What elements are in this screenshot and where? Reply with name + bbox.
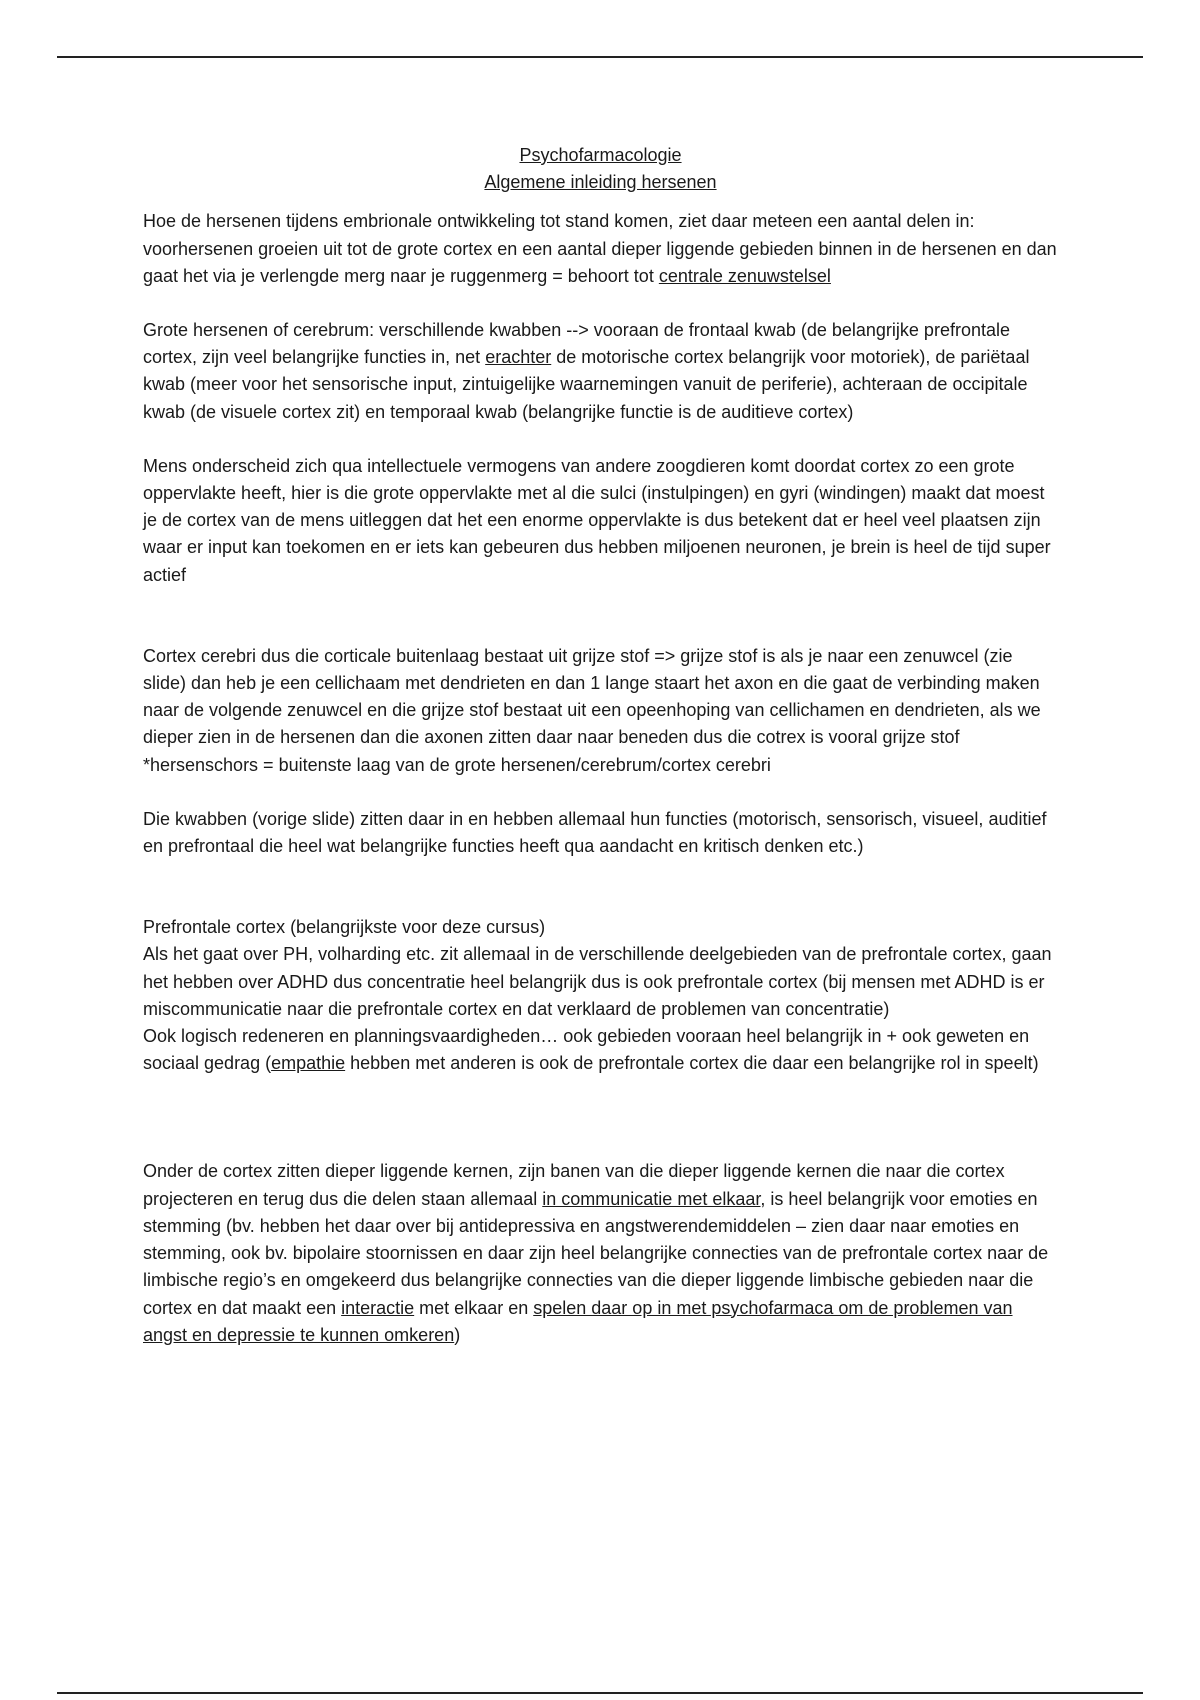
underlined-term: empathie — [271, 1053, 346, 1074]
footer-rule — [57, 1692, 1143, 1694]
paragraph-intellect — [143, 453, 1058, 589]
paragraph-prefrontal — [143, 914, 1058, 1077]
paragraph-text: is heel belangrijk voor emoties en stemming (bv. hebben het daar over bij antidepressiva en angstwerendemiddelen – zien daar naar emoties en stemming, ook bv. bipolaire stoornissen en daar zijn heel belangrijke connecties van de prefrontale cortex naar de limbische regio’s en omgekeerd dus belangrijke connecties van die dieper liggende limbische gebieden naar die cortex en dat maakt een — [143, 1188, 1049, 1318]
underlined-term: in communicatie met elkaar, — [542, 1188, 766, 1209]
footnote-text: *hersenschors = buitenste laag van de grote hersenen/cerebrum/cortex cerebri — [143, 754, 771, 775]
spacer — [143, 1104, 1058, 1158]
paragraph-text: Hoe de hersenen tijdens embrionale ontwikkeling tot stand komen, ziet daar meteen een aantal delen in: voorhersenen groeien uit tot de grote cortex en een aantal dieper liggende gebieden binnen in de hersenen en dan gaat het via je verlengde merg naar je ruggenmerg = behoort tot — [143, 211, 1057, 286]
underlined-term: centrale zenuwstelsel — [658, 265, 831, 286]
paragraph-text: Mens onderscheid zich qua intellectuele vermogens van andere zoogdieren komt doordat cortex zo een grote oppervlakte heeft, hier is die grote oppervlakte met al die sulci (instulpingen) en gyri (windingen) maakt dat moest je de cortex van de mens uitleggen dat het een enorme oppervlakte is dus betekent dat er heel veel plaatsen zijn waar er input kan toekomen en er iets kan gebeuren dus hebben miljoenen neuronen, je brein is heel de tijd super actief — [143, 455, 1051, 585]
paragraph-text: Onder de cortex zitten dieper liggende kernen, zijn banen van die dieper liggende kernen die naar die cortex projecteren en terug dus die delen staan allemaal — [143, 1161, 1005, 1209]
paragraph-text: Grote hersenen of cerebrum: verschillende kwabben --> vooraan de frontaal kwab (de belangrijke prefrontale cortex, zijn veel belangrijke functies in, net — [143, 320, 1010, 368]
paragraph-embryonal — [143, 208, 1058, 290]
document-body — [143, 142, 1058, 1376]
spacer — [143, 887, 1058, 914]
underlined-term: spelen daar op in met psychofarmaca om de problemen van angst en depressie te kunnen omkeren — [143, 1297, 1013, 1345]
section-heading: Prefrontale cortex (belangrijkste voor deze cursus) — [143, 917, 546, 938]
paragraph-cerebrum — [143, 317, 1058, 426]
paragraph-text: hebben met anderen is ook de prefrontale cortex die daar een belangrijke rol in speelt) — [345, 1053, 1039, 1074]
paragraph-deep-nuclei — [143, 1158, 1058, 1348]
document-subtitle: Algemene inleiding hersenen — [484, 172, 717, 193]
paragraph-text: de motorische cortex belangrijk voor motoriek), de pariëtaal kwab (meer voor het sensorische input, zintuigelijke waarnemingen vanuit de periferie), achteraan de occipitale kwab (de visuele cortex zit) en temporaal kwab (belangrijke functie is de auditieve cortex) — [143, 347, 1030, 422]
header-rule — [57, 56, 1143, 58]
document-title: Psychofarmacologie — [519, 145, 682, 165]
underlined-term: erachter — [485, 347, 552, 368]
title-block — [143, 142, 1058, 196]
paragraph-text: Cortex cerebri dus die corticale buitenlaag bestaat uit grijze stof => grijze stof is als je naar een zenuwcel (zie slide) dan heb je een cellichaam met dendrieten en dan 1 lange staart het axon en die gaat de verbinding maken naar de volgende zenuwcel en die grijze stof bestaat uit een opeenhoping van cellichamen en dendrieten, als we dieper zien in de hersenen dan die axonen zitten daar naar beneden dus die cotrex is vooral grijze stof — [143, 645, 1041, 748]
paragraph-text: met elkaar en — [414, 1297, 534, 1318]
spacer — [143, 616, 1058, 643]
paragraph-text: Als het gaat over PH, volharding etc. zit allemaal in de verschillende deelgebieden van de prefrontale cortex, gaan het hebben over ADHD dus concentratie heel belangrijk dus is ook prefrontale cortex (bij mensen met ADHD is er miscommunicatie naar die prefrontale cortex en dat verklaard de problemen van concentratie) — [143, 944, 1052, 1019]
paragraph-text: Die kwabben (vorige slide) zitten daar in en hebben allemaal hun functies (motorisch, sensorisch, visueel, auditief en prefrontaal die heel wat belangrijke functies heeft qua aandacht en kritisch denken etc.) — [143, 808, 1047, 857]
paragraph-text: Ook logisch redeneren en planningsvaardigheden… ook gebieden vooraan heel belangrijk in + ook geweten en sociaal gedrag ( — [143, 1026, 1030, 1074]
underlined-term: interactie — [341, 1297, 415, 1318]
paragraph-text: ) — [454, 1324, 461, 1345]
paragraph-kwabben — [143, 806, 1058, 860]
paragraph-cortex-cerebri — [143, 643, 1058, 779]
